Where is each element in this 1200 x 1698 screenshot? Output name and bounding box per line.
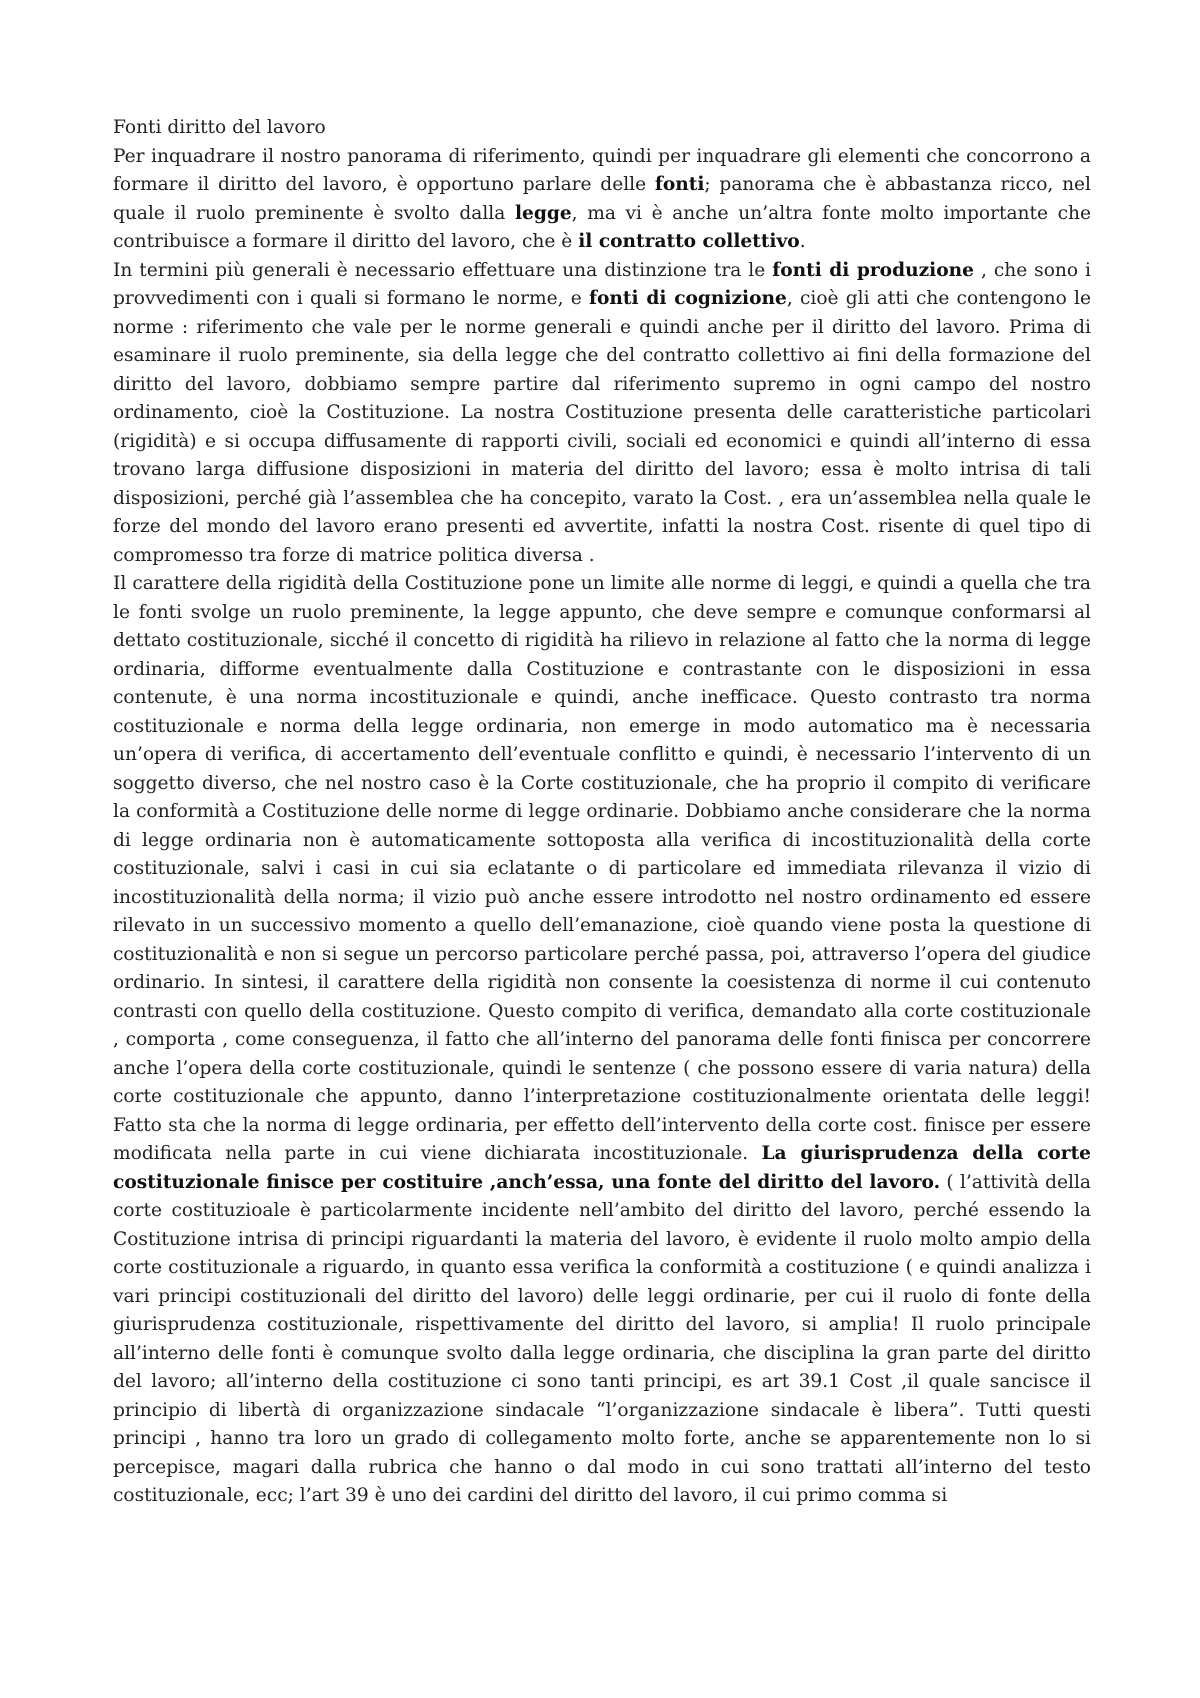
paragraph-2-text-1: In termini più generali è necessario effettuare una distinzione tra le	[113, 259, 773, 281]
paragraph-2-bold-cognizione: fonti di cognizione	[589, 288, 787, 309]
paragraph-2-text-2: , che sono i provvedimenti con i quali si formano le norme, e	[113, 259, 1091, 309]
paragraph-1-text-3: , ma vi è anche un’altra fonte molto importante che contribuisce a formare il diritto del lavoro, che è	[113, 202, 1091, 252]
paragraph-2-bold-produzione: fonti di produzione	[772, 259, 974, 281]
paragraph-2	[113, 257, 1091, 571]
paragraph-3-text-1: Il carattere della rigidità della Costituzione pone un limite alle norme di leggi, e quindi a quella che tra le fonti svolge un ruolo preminente, la legge appunto, che deve sempre e comunque conformarsi al dettato costituzionale, sicché il concetto di rigidità ha rilievo in relazione al fatto che la norma di legge ordinaria, difforme eventualmente dalla Costituzione e contrastante con le disposizioni in essa contenute, è una norma incostituzionale e quindi, anche inefficace. Questo contrasto tra norma costituzionale e norma della legge ordinaria, non emerge in modo automatico ma è necessaria un’opera di verifica, di accertamento dell’eventuale conflitto e quindi, è necessario l’intervento di un soggetto diverso, che nel nostro caso è la Corte costituzionale, che ha proprio il compito di verificare la conformità a Costituzione delle norme di legge ordinarie. Dobbiamo anche considerare che la norma di legge ordinaria non è automaticamente sottoposta alla verifica di incostituzionalità della corte costituzionale, salvi i casi in cui sia eclatante o di particolare ed immediata rilevanza il vizio di incostituzionalità della norma; il vizio può anche essere introdotto nel nostro ordinamento ed essere rilevato in un successivo momento a quello dell’emanazione, cioè quando viene posta la questione di costituzionalità e non si segue un percorso particolare perché passa, poi, attraverso l’opera del giudice ordinario. In sintesi, il carattere della rigidità non consente la coesistenza di norme il cui contenuto contrasti con quello della costituzione. Questo compito di verifica, demandato alla corte costituzionale , comporta , come conseguenza, il fatto che all’interno del panorama delle fonti finisca per concorrere anche l’opera della corte costituzionale, quindi le sentenze ( che possono essere di varia natura) della corte costituzionale che appunto, danno l’interpretazione costituzionalmente orientata delle leggi! Fatto sta che la norma di legge ordinaria, per effetto dell’intervento della corte cost. finisce per essere modificata nella parte in cui viene dichiarata incostituzionale.	[113, 573, 1091, 1164]
paragraph-2-text-3: , cioè gli atti che contengono le norme : riferimento che vale per le norme generali e quindi anche per il diritto del lavoro. Prima di esaminare il ruolo preminente, sia della legge che del contratto collettivo ai fini della formazione del diritto del lavoro, dobbiamo sempre partire dal riferimento supremo in ogni campo del nostro ordinamento, cioè la Costituzione. La nostra Costituzione presenta delle caratteristiche particolari (rigidità) e si occupa diffusamente di rapporti civili, sociali ed economici e quindi all’interno di essa trovano larga diffusione disposizioni in materia del diritto del lavoro; essa è molto intrisa di tali disposizioni, perché già l’assemblea che ha concepito, varato la Cost. , era un’assemblea nella quale le forze del mondo del lavoro erano presenti ed avvertite, infatti la nostra Cost. risente di quel tipo di compromesso tra forze di matrice politica diversa .	[113, 288, 1091, 566]
document-page	[113, 114, 1091, 1511]
paragraph-3-text-2: ( l’attività della corte costituzioale è particolarmente incidente nell’ambito del diritto del lavoro, perché essendo la Costituzione intrisa di principi riguardanti la materia del lavoro, è evidente il ruolo molto ampio della corte costituzionale a riguardo, in quanto essa verifica la conformità a costituzione ( e quindi analizza i vari principi costituzionali del diritto del lavoro) delle leggi ordinarie, per cui il ruolo di fonte della giurisprudenza costituzionale, rispettivamente del diritto del lavoro, si amplia! Il ruolo principale all’interno delle fonti è comunque svolto dalla legge ordinaria, che disciplina la gran parte del diritto del lavoro; all’interno della costituzione ci sono tanti principi, es art 39.1 Cost ,il quale sancisce il principio di libertà di organizzazione sindacale “l’organizzazione sindacale è libera”. Tutti questi principi , hanno tra loro un grado di collegamento molto forte, anche se apparentemente non lo si percepisce, magari dalla rubrica che hanno o dal modo in cui sono trattati all’interno del testo costituzionale, ecc; l’art 39 è uno dei cardini del diritto del lavoro, il cui primo comma si	[113, 1171, 1091, 1506]
paragraph-3	[113, 570, 1091, 1511]
paragraph-3-bold-giurisprudenza: La giurisprudenza della corte costituzionale finisce per costituire ,anch’essa, una fonte del diritto del lavoro.	[113, 1143, 1092, 1193]
paragraph-1-bold-contratto: il contratto collettivo	[578, 231, 800, 252]
paragraph-1-text-1: Per inquadrare il nostro panorama di riferimento, quindi per inquadrare gli elementi che concorrono a formare il diritto del lavoro, è opportuno parlare delle	[113, 145, 1091, 195]
paragraph-1-text-4: .	[799, 231, 806, 252]
paragraph-1-bold-legge: legge	[514, 202, 572, 224]
paragraph-1	[113, 143, 1091, 257]
paragraph-1-text-2: ; panorama che è abbastanza ricco, nel quale il ruolo preminente è svolto dalla	[113, 174, 1091, 224]
paragraph-1-bold-fonti: fonti	[654, 174, 705, 195]
document-title: Fonti diritto del lavoro	[113, 117, 326, 138]
